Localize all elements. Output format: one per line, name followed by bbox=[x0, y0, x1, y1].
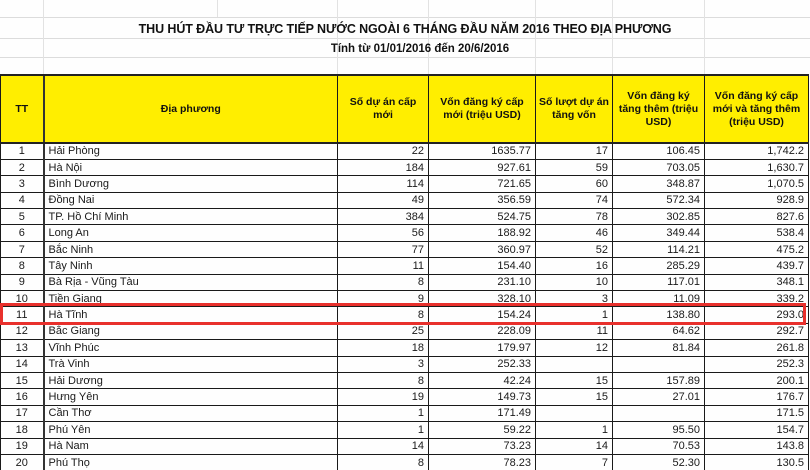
cell-added-capital[interactable]: 138.80 bbox=[613, 307, 705, 323]
cell-new-projects[interactable]: 25 bbox=[338, 323, 429, 339]
cell-new-projects[interactable]: 56 bbox=[338, 225, 429, 241]
cell-total[interactable]: 171.5 bbox=[705, 405, 809, 421]
gridline bbox=[0, 38, 810, 39]
cell-total[interactable]: 200.1 bbox=[705, 372, 809, 388]
cell-new-capital[interactable]: 42.24 bbox=[429, 372, 536, 388]
table-row bbox=[1, 241, 809, 257]
table-row bbox=[1, 389, 809, 405]
cell-tt[interactable]: 2 bbox=[1, 159, 44, 175]
cell-increase-count[interactable]: 1 bbox=[536, 422, 613, 438]
cell-location[interactable]: Đồng Nai bbox=[44, 192, 338, 208]
cell-added-capital[interactable]: 285.29 bbox=[613, 258, 705, 274]
cell-added-capital[interactable]: 703.05 bbox=[613, 159, 705, 175]
cell-total[interactable]: 154.7 bbox=[705, 422, 809, 438]
cell-increase-count[interactable]: 60 bbox=[536, 176, 613, 192]
cell-tt[interactable]: 6 bbox=[1, 225, 44, 241]
cell-new-capital[interactable]: 252.33 bbox=[429, 356, 536, 372]
table-row bbox=[1, 291, 809, 307]
cell-new-projects[interactable]: 9 bbox=[338, 291, 429, 307]
table-row bbox=[1, 225, 809, 241]
cell-new-projects[interactable]: 184 bbox=[338, 159, 429, 175]
cell-new-capital[interactable]: 59.22 bbox=[429, 422, 536, 438]
cell-increase-count[interactable]: 15 bbox=[536, 389, 613, 405]
cell-added-capital[interactable]: 572.34 bbox=[613, 192, 705, 208]
gridline bbox=[0, 17, 810, 18]
cell-tt[interactable]: 19 bbox=[1, 438, 44, 454]
cell-location[interactable]: TP. Hồ Chí Minh bbox=[44, 209, 338, 225]
cell-new-projects[interactable]: 8 bbox=[338, 307, 429, 323]
cell-total[interactable]: 143.8 bbox=[705, 438, 809, 454]
cell-new-projects[interactable]: 49 bbox=[338, 192, 429, 208]
cell-location[interactable]: Hà Nam bbox=[44, 438, 338, 454]
cell-increase-count[interactable]: 7 bbox=[536, 454, 613, 470]
cell-total[interactable]: 261.8 bbox=[705, 340, 809, 356]
cell-location[interactable]: Phú Yên bbox=[44, 422, 338, 438]
cell-location[interactable]: Cần Thơ bbox=[44, 405, 338, 421]
cell-location[interactable]: Bà Rịa - Vũng Tàu bbox=[44, 274, 338, 290]
table-row bbox=[1, 340, 809, 356]
cell-new-projects[interactable]: 8 bbox=[338, 454, 429, 470]
cell-new-capital[interactable]: 154.40 bbox=[429, 258, 536, 274]
cell-total[interactable]: 1,742.2 bbox=[705, 143, 809, 159]
cell-total[interactable]: 130.5 bbox=[705, 454, 809, 470]
cell-total[interactable]: 827.6 bbox=[705, 209, 809, 225]
cell-tt[interactable]: 13 bbox=[1, 340, 44, 356]
cell-location[interactable]: Phú Thọ bbox=[44, 454, 338, 470]
cell-added-capital[interactable]: 302.85 bbox=[613, 209, 705, 225]
cell-total[interactable]: 339.2 bbox=[705, 291, 809, 307]
cell-new-capital[interactable]: 524.75 bbox=[429, 209, 536, 225]
cell-tt[interactable]: 20 bbox=[1, 454, 44, 470]
cell-location[interactable]: Bắc Giang bbox=[44, 323, 338, 339]
cell-total[interactable]: 292.7 bbox=[705, 323, 809, 339]
cell-location[interactable]: Long An bbox=[44, 225, 338, 241]
cell-total[interactable]: 1,630.7 bbox=[705, 159, 809, 175]
cell-new-projects[interactable]: 14 bbox=[338, 438, 429, 454]
cell-new-projects[interactable]: 114 bbox=[338, 176, 429, 192]
cell-new-projects[interactable]: 19 bbox=[338, 389, 429, 405]
header-new-capital[interactable]: Vốn đăng ký cấp mới (triệu USD) bbox=[429, 75, 536, 143]
cell-added-capital[interactable]: 157.89 bbox=[613, 372, 705, 388]
table-row bbox=[1, 209, 809, 225]
table-row bbox=[1, 176, 809, 192]
cell-tt[interactable]: 16 bbox=[1, 389, 44, 405]
cell-tt[interactable]: 4 bbox=[1, 192, 44, 208]
cell-increase-count[interactable]: 46 bbox=[536, 225, 613, 241]
cell-new-capital[interactable]: 356.59 bbox=[429, 192, 536, 208]
cell-new-capital[interactable]: 171.49 bbox=[429, 405, 536, 421]
table-row bbox=[1, 438, 809, 454]
cell-increase-count[interactable]: 78 bbox=[536, 209, 613, 225]
table-row bbox=[1, 274, 809, 290]
cell-increase-count[interactable]: 59 bbox=[536, 159, 613, 175]
gridline bbox=[43, 0, 44, 74]
header-increase-count[interactable]: Số lượt dự án tăng vốn bbox=[536, 75, 613, 143]
cell-increase-count[interactable]: 12 bbox=[536, 340, 613, 356]
cell-added-capital[interactable] bbox=[613, 356, 705, 372]
header-tt[interactable]: TT bbox=[1, 75, 44, 143]
table-row bbox=[1, 143, 809, 159]
document-subtitle: Tính từ 01/01/2016 đến 20/6/2016 bbox=[330, 43, 510, 55]
cell-added-capital[interactable]: 117.01 bbox=[613, 274, 705, 290]
cell-new-projects[interactable]: 1 bbox=[338, 405, 429, 421]
cell-tt[interactable]: 18 bbox=[1, 422, 44, 438]
cell-tt[interactable]: 8 bbox=[1, 258, 44, 274]
cell-tt[interactable]: 14 bbox=[1, 356, 44, 372]
gridline bbox=[612, 0, 613, 74]
cell-increase-count[interactable]: 10 bbox=[536, 274, 613, 290]
cell-new-projects[interactable]: 8 bbox=[338, 274, 429, 290]
cell-tt[interactable]: 1 bbox=[1, 143, 44, 159]
cell-total[interactable]: 475.2 bbox=[705, 241, 809, 257]
cell-tt[interactable]: 11 bbox=[1, 307, 44, 323]
cell-increase-count[interactable]: 17 bbox=[536, 143, 613, 159]
cell-new-projects[interactable]: 11 bbox=[338, 258, 429, 274]
cell-new-projects[interactable]: 384 bbox=[338, 209, 429, 225]
cell-location[interactable]: Hưng Yên bbox=[44, 389, 338, 405]
cell-total[interactable]: 176.7 bbox=[705, 389, 809, 405]
cell-location[interactable]: Trà Vinh bbox=[44, 356, 338, 372]
cell-added-capital[interactable]: 349.44 bbox=[613, 225, 705, 241]
cell-new-capital[interactable]: 927.61 bbox=[429, 159, 536, 175]
cell-tt[interactable]: 3 bbox=[1, 176, 44, 192]
cell-location[interactable]: Tây Ninh bbox=[44, 258, 338, 274]
cell-location[interactable]: Hải Dương bbox=[44, 372, 338, 388]
gridline bbox=[337, 0, 338, 74]
cell-added-capital[interactable]: 52.30 bbox=[613, 454, 705, 470]
cell-tt[interactable]: 7 bbox=[1, 241, 44, 257]
cell-new-capital[interactable]: 188.92 bbox=[429, 225, 536, 241]
table-row bbox=[1, 372, 809, 388]
cell-tt[interactable]: 17 bbox=[1, 405, 44, 421]
header-new-projects[interactable]: Số dự án cấp mới bbox=[338, 75, 429, 143]
header-row bbox=[1, 75, 809, 143]
cell-added-capital[interactable]: 70.53 bbox=[613, 438, 705, 454]
table-row bbox=[1, 258, 809, 274]
table-row-highlighted bbox=[1, 307, 809, 323]
cell-new-capital[interactable]: 231.10 bbox=[429, 274, 536, 290]
cell-new-projects[interactable]: 8 bbox=[338, 372, 429, 388]
cell-location[interactable]: Hải Phòng bbox=[44, 143, 338, 159]
cell-increase-count[interactable] bbox=[536, 356, 613, 372]
cell-location[interactable]: Bắc Ninh bbox=[44, 241, 338, 257]
cell-increase-count[interactable] bbox=[536, 405, 613, 421]
fdi-table bbox=[0, 74, 809, 470]
gridline bbox=[217, 0, 218, 17]
cell-total[interactable]: 252.3 bbox=[705, 356, 809, 372]
cell-added-capital[interactable]: 27.01 bbox=[613, 389, 705, 405]
cell-location[interactable]: Hà Nội bbox=[44, 159, 338, 175]
cell-tt[interactable]: 10 bbox=[1, 291, 44, 307]
cell-increase-count[interactable]: 15 bbox=[536, 372, 613, 388]
cell-new-capital[interactable]: 228.09 bbox=[429, 323, 536, 339]
table-row bbox=[1, 159, 809, 175]
cell-increase-count[interactable]: 1 bbox=[536, 307, 613, 323]
cell-total[interactable]: 439.7 bbox=[705, 258, 809, 274]
cell-increase-count[interactable]: 3 bbox=[536, 291, 613, 307]
cell-new-capital[interactable]: 360.97 bbox=[429, 241, 536, 257]
table-row bbox=[1, 454, 809, 470]
cell-location[interactable]: Tiền Giang bbox=[44, 291, 338, 307]
cell-new-projects[interactable]: 1 bbox=[338, 422, 429, 438]
cell-tt[interactable]: 5 bbox=[1, 209, 44, 225]
cell-total[interactable]: 293.0 bbox=[705, 307, 809, 323]
cell-added-capital[interactable] bbox=[613, 405, 705, 421]
table-row bbox=[1, 422, 809, 438]
cell-location[interactable]: Vĩnh Phúc bbox=[44, 340, 338, 356]
cell-new-capital[interactable]: 78.23 bbox=[429, 454, 536, 470]
cell-added-capital[interactable]: 64.62 bbox=[613, 323, 705, 339]
document-title: THU HÚT ĐẦU TƯ TRỰC TIẾP NƯỚC NGOÀI 6 THÁNG ĐẦU NĂM 2016 THEO ĐỊA PHƯƠNG bbox=[138, 22, 672, 36]
cell-total[interactable]: 1,070.5 bbox=[705, 176, 809, 192]
cell-new-capital[interactable]: 73.23 bbox=[429, 438, 536, 454]
cell-increase-count[interactable]: 74 bbox=[536, 192, 613, 208]
cell-increase-count[interactable]: 16 bbox=[536, 258, 613, 274]
cell-location[interactable]: Bình Dương bbox=[44, 176, 338, 192]
cell-increase-count[interactable]: 11 bbox=[536, 323, 613, 339]
cell-location[interactable]: Hà Tĩnh bbox=[44, 307, 338, 323]
cell-increase-count[interactable]: 52 bbox=[536, 241, 613, 257]
cell-new-projects[interactable]: 22 bbox=[338, 143, 429, 159]
cell-total[interactable]: 928.9 bbox=[705, 192, 809, 208]
table-row bbox=[1, 192, 809, 208]
table-row bbox=[1, 405, 809, 421]
cell-added-capital[interactable]: 348.87 bbox=[613, 176, 705, 192]
cell-new-capital[interactable]: 154.24 bbox=[429, 307, 536, 323]
table-row bbox=[1, 323, 809, 339]
cell-tt[interactable]: 9 bbox=[1, 274, 44, 290]
cell-new-capital[interactable]: 149.73 bbox=[429, 389, 536, 405]
gridline bbox=[428, 0, 429, 74]
cell-tt[interactable]: 15 bbox=[1, 372, 44, 388]
gridline bbox=[535, 0, 536, 74]
cell-added-capital[interactable]: 114.21 bbox=[613, 241, 705, 257]
cell-added-capital[interactable]: 11.09 bbox=[613, 291, 705, 307]
cell-new-projects[interactable]: 3 bbox=[338, 356, 429, 372]
cell-total[interactable]: 348.1 bbox=[705, 274, 809, 290]
cell-added-capital[interactable]: 81.84 bbox=[613, 340, 705, 356]
cell-new-capital[interactable]: 1635.77 bbox=[429, 143, 536, 159]
cell-added-capital[interactable]: 106.45 bbox=[613, 143, 705, 159]
header-location[interactable]: Địa phương bbox=[44, 75, 338, 143]
header-added-capital[interactable]: Vốn đăng ký tăng thêm (triệu USD) bbox=[613, 75, 705, 143]
cell-new-capital[interactable]: 328.10 bbox=[429, 291, 536, 307]
cell-new-capital[interactable]: 179.97 bbox=[429, 340, 536, 356]
cell-new-capital[interactable]: 721.65 bbox=[429, 176, 536, 192]
table-row bbox=[1, 356, 809, 372]
table-body bbox=[1, 143, 809, 470]
cell-added-capital[interactable]: 95.50 bbox=[613, 422, 705, 438]
cell-new-projects[interactable]: 18 bbox=[338, 340, 429, 356]
cell-new-projects[interactable]: 77 bbox=[338, 241, 429, 257]
header-total-capital[interactable]: Vốn đăng ký cấp mới và tăng thêm (triệu USD) bbox=[705, 75, 809, 143]
gridline bbox=[0, 57, 810, 58]
gridline bbox=[704, 0, 705, 74]
cell-increase-count[interactable]: 14 bbox=[536, 438, 613, 454]
cell-total[interactable]: 538.4 bbox=[705, 225, 809, 241]
cell-tt[interactable]: 12 bbox=[1, 323, 44, 339]
